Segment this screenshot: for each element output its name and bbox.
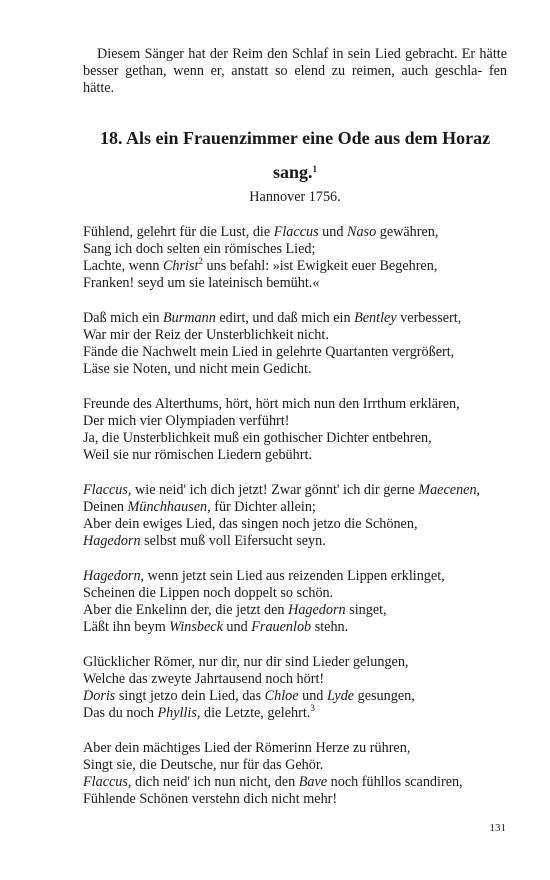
verse-line [83, 482, 507, 499]
verse-text: edirt, und daß mich ein [215, 310, 355, 326]
italic-name: Flaccus, [83, 774, 132, 790]
stanza-2 [83, 310, 507, 378]
verse-line [83, 602, 507, 619]
italic-name: Münchhausen, [127, 499, 211, 515]
verse-line [83, 258, 507, 275]
verse-text: Fände die Nachwelt mein Lied in gelehrte Quartanten vergrößert, [83, 344, 455, 360]
verse-text: Fühlende Schönen verstehn dich nicht mehr! [83, 791, 338, 807]
italic-name: Chloe [264, 688, 299, 704]
verse-text: Franken! seyd um sie lateinisch bemüht.« [83, 275, 320, 291]
verse-text: gewähren, [376, 224, 439, 240]
verse-line [83, 241, 507, 258]
italic-name: Hagedorn, [83, 568, 145, 584]
intro-line-2: hätte besser gethan, wenn er, anstatt so elend zu reimen, auch geschla- [83, 46, 507, 79]
verse-text: Läßt ihn beym [83, 619, 170, 635]
verse-text: Freunde des Alterthums, hört, hört mich nun den Irrthum erklären, [83, 396, 460, 412]
verse-text: und [222, 619, 252, 635]
italic-name: Burmann [162, 310, 216, 326]
poem-title-line-2 [83, 155, 507, 189]
italic-name: Hagedorn [288, 602, 346, 618]
verse-text: Welche das zweyte Jahrtausend noch hört! [83, 671, 325, 687]
verse-text: stehn. [311, 619, 349, 635]
verse-text: Singt sie, die Deutsche, nur für das Gehör. [83, 757, 324, 773]
verse-line [83, 585, 507, 602]
verse-text: Lachte, wenn [83, 258, 163, 274]
intro-paragraph [83, 46, 507, 97]
italic-name: Winsbeck [169, 619, 223, 635]
verse-text: die Letzte, gelehrt. [200, 705, 311, 721]
italic-name: Phyllis, [157, 705, 201, 721]
stanza-3 [83, 396, 507, 464]
verse-line [83, 516, 507, 533]
verse-text: singt jetzo dein Lied, das [115, 688, 265, 704]
verse-text: noch fühllos scandiren, [327, 774, 463, 790]
italic-name: Doris [83, 688, 116, 704]
verse-text: gesungen, [354, 688, 415, 704]
footnote-ref: 3 [310, 703, 315, 713]
italic-name: Christ [162, 258, 199, 274]
verse-text: Aber die Enkelinn der, die jetzt den [83, 602, 289, 618]
stanza-6 [83, 654, 507, 722]
verse-line [83, 430, 507, 447]
verse-line [83, 671, 507, 688]
poem-title-line-1: 18. Als ein Frauenzimmer eine Ode aus dem Horaz [99, 128, 491, 148]
verse-line [83, 344, 507, 361]
verse-line [83, 396, 507, 413]
verse-line [83, 757, 507, 774]
verse-text: Ja, die Unsterblichkeit muß ein gothischer Dichter entbehren, [83, 430, 432, 446]
italic-name: Bave [298, 774, 328, 790]
verse-text: für Dichter allein; [210, 499, 316, 515]
italic-name: Bentley [354, 310, 397, 326]
verse-text: und [318, 224, 347, 240]
verse-line [83, 275, 507, 292]
verse-text: uns befahl: »ist Ewigkeit euer Begehren, [202, 258, 438, 274]
footnote-ref: 2 [198, 256, 203, 266]
verse-text: Glücklicher Römer, nur dir, nur dir sind Lieder gelungen, [83, 654, 409, 670]
page-number: 131 [489, 822, 506, 834]
verse-text: Aber dein mächtiges Lied der Römerinn Herze zu rühren, [83, 740, 411, 756]
verse-line [83, 619, 507, 636]
verse-text: wenn jetzt sein Lied aus reizenden Lippen erklinget, [144, 568, 445, 584]
verse-text: wie neid' ich dich jetzt! Zwar gönnt' ich dir gerne [131, 482, 419, 498]
verse-line [83, 774, 507, 791]
verse-line [83, 413, 507, 430]
verse-text: dich neid' ich nun nicht, den [131, 774, 299, 790]
verse-line [83, 361, 507, 378]
poem [83, 224, 507, 808]
italic-name: Maecenen, [418, 482, 481, 498]
verse-text: Weil sie nur römischen Liedern gebührt. [83, 447, 312, 463]
verse-text: selbst muß voll Eifersucht seyn. [140, 533, 326, 549]
verse-line [83, 705, 507, 722]
verse-text: und [298, 688, 327, 704]
poem-title [83, 121, 507, 189]
verse-line [83, 447, 507, 464]
stanza-1 [83, 224, 507, 292]
intro-line-3: fen hätte. [83, 63, 507, 96]
poem-date: Hannover 1756. [249, 189, 341, 205]
verse-text: singet, [345, 602, 387, 618]
page-body [83, 46, 507, 808]
verse-text: Das du noch [83, 705, 158, 721]
italic-name: Hagedorn [83, 533, 141, 549]
verse-text: Läse sie Noten, und nicht mein Gedicht. [83, 361, 312, 377]
verse-line [83, 791, 507, 808]
verse-text: Deinen [83, 499, 128, 515]
verse-text: Aber dein ewiges Lied, das singen noch jetzo die Schönen, [83, 516, 418, 532]
verse-line [83, 654, 507, 671]
footnote-ref-1: 1 [312, 164, 317, 174]
italic-name: Lyde [326, 688, 355, 704]
italic-name: Flaccus, [83, 482, 132, 498]
verse-text: War mir der Reiz der Unsterblichkeit nicht. [83, 327, 329, 343]
italic-name: Flaccus [273, 224, 319, 240]
stanza-4 [83, 482, 507, 550]
verse-text: Scheinen die Lippen noch doppelt so schön. [83, 585, 334, 601]
verse-line [83, 310, 507, 327]
verse-line [83, 327, 507, 344]
stanza-7 [83, 740, 507, 808]
italic-name: Frauenlob [251, 619, 312, 635]
verse-line [83, 740, 507, 757]
intro-line-1: Diesem Sänger hat der Reim den Schlaf in sein Lied gebracht. Er [97, 46, 476, 62]
italic-name: Naso [347, 224, 377, 240]
verse-text: Sang ich doch selten ein römisches Lied; [83, 241, 316, 257]
stanza-5 [83, 568, 507, 636]
verse-line [83, 499, 507, 516]
verse-line [83, 688, 507, 705]
verse-line [83, 224, 507, 241]
verse-line [83, 533, 507, 550]
verse-line [83, 568, 507, 585]
verse-text: Der mich vier Olympiaden verführt! [83, 413, 290, 429]
verse-text: Fühlend, gelehrt für die Lust, die [83, 224, 274, 240]
poem-title-word: sang. [272, 162, 313, 182]
verse-text: Daß mich ein [83, 310, 163, 326]
verse-text: verbessert, [396, 310, 462, 326]
